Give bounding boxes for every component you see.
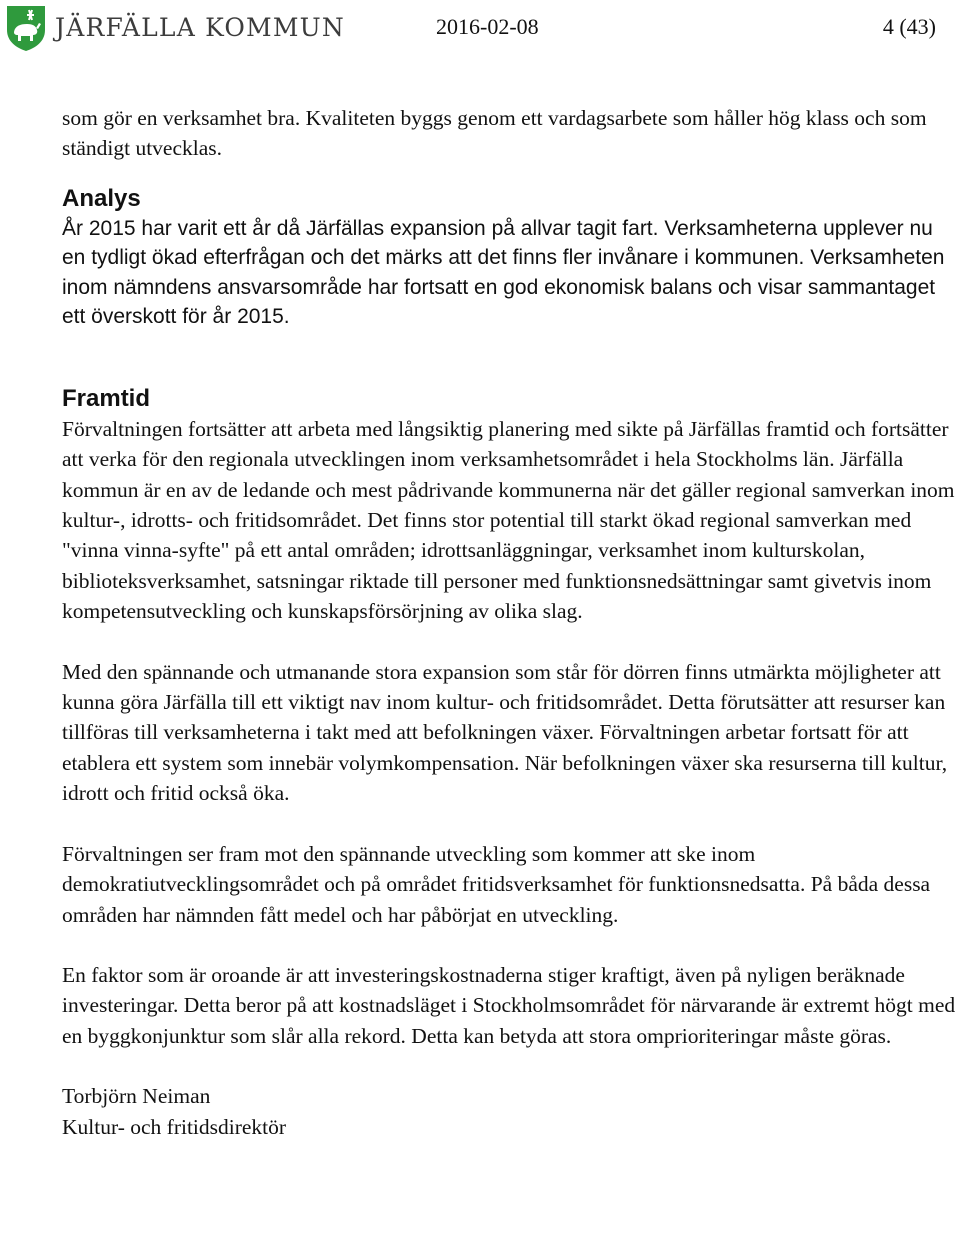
document-body bbox=[62, 103, 958, 1142]
framtid-paragraph-4: En faktor som är oroande är att investeringskostnaderna stiger kraftigt, även på nyligen beräknade investeringar. Detta beror på att kostnadsläget i Stockholmsområdet för närvarande är extremt högt med en byggkonjunktur som slår alla rekord. Detta kan betyda att stora omprioriteringar måste göras. bbox=[62, 962, 956, 1048]
framtid-paragraph-2: Med den spännande och utmanande stora expansion som står för dörren finns utmärkta möjligheter att kunna göra Järfälla till ett viktigt nav inom kultur- och fritidsområdet. Detta förutsätter att resurser kan tillföras till verksamheterna i takt med att befolkningen växer. Förvaltningen arbetar fortsatt för att etablera ett system som innebär volymkompensation. När befolkningen växer ska resurserna till kultur, idrott och fritid också öka. bbox=[62, 659, 948, 806]
heading-analys: Analys bbox=[62, 184, 141, 212]
signature-title: Kultur- och fritidsdirektör bbox=[62, 1114, 287, 1139]
page-number: 4 (43) bbox=[882, 14, 936, 39]
logo bbox=[5, 4, 345, 52]
framtid-paragraph-1: Förvaltningen fortsätter att arbeta med långsiktig planering med sikte på Järfällas framtid och fortsätter att verka för den regionala utvecklingen inom verksamhetsområdet i hela Stockholms län. Järfälla kommun är en av de ledande och mest pådrivande kommunerna när det gäller regional samverkan inom kultur-, idrotts- och fritidsområdet. Det finns stor potential till starkt ökad regional samverkan med "vinna vinna-syfte" på ett antal områden; idrottsanläggningar, verksamhet inom kulturskolan, biblioteksverksamhet, satsningar riktade till personer med funktionsnedsättningar samt givetvis inom kompetensutveckling och kunskapsförsörjning av olika slag. bbox=[62, 416, 955, 624]
signature-name: Torbjörn Neiman bbox=[62, 1084, 211, 1109]
heading-framtid: Framtid bbox=[62, 384, 151, 412]
analys-paragraph: År 2015 har varit ett år då Järfällas expansion på allvar tagit fart. Verksamheterna upplever nu en tydligt ökad efterfrågan och det märks att det finns fler invånare i kommunen. Verksamheten inom nämndens ansvarsområde har fortsatt en god ekonomisk balans och visar sammantaget ett överskott för år 2015. bbox=[62, 216, 945, 329]
logo-text: JÄRFÄLLA KOMMUN bbox=[55, 13, 345, 42]
intro-paragraph: som gör en verksamhet bra. Kvaliteten byggs genom ett vardagsarbete som håller hög klass och som ständigt utvecklas. bbox=[62, 106, 927, 161]
municipal-coat-of-arms-icon bbox=[5, 4, 47, 52]
framtid-paragraph-3: Förvaltningen ser fram mot den spännande utveckling som kommer att ske inom demokratiutvecklingsområdet och på området fritidsverksamhet för funktionsnedsatta. På båda dessa områden har nämnden fått medel och har påbörjat en utveckling. bbox=[62, 841, 931, 927]
page-header bbox=[0, 0, 960, 60]
document-date: 2016-02-08 bbox=[436, 14, 539, 39]
